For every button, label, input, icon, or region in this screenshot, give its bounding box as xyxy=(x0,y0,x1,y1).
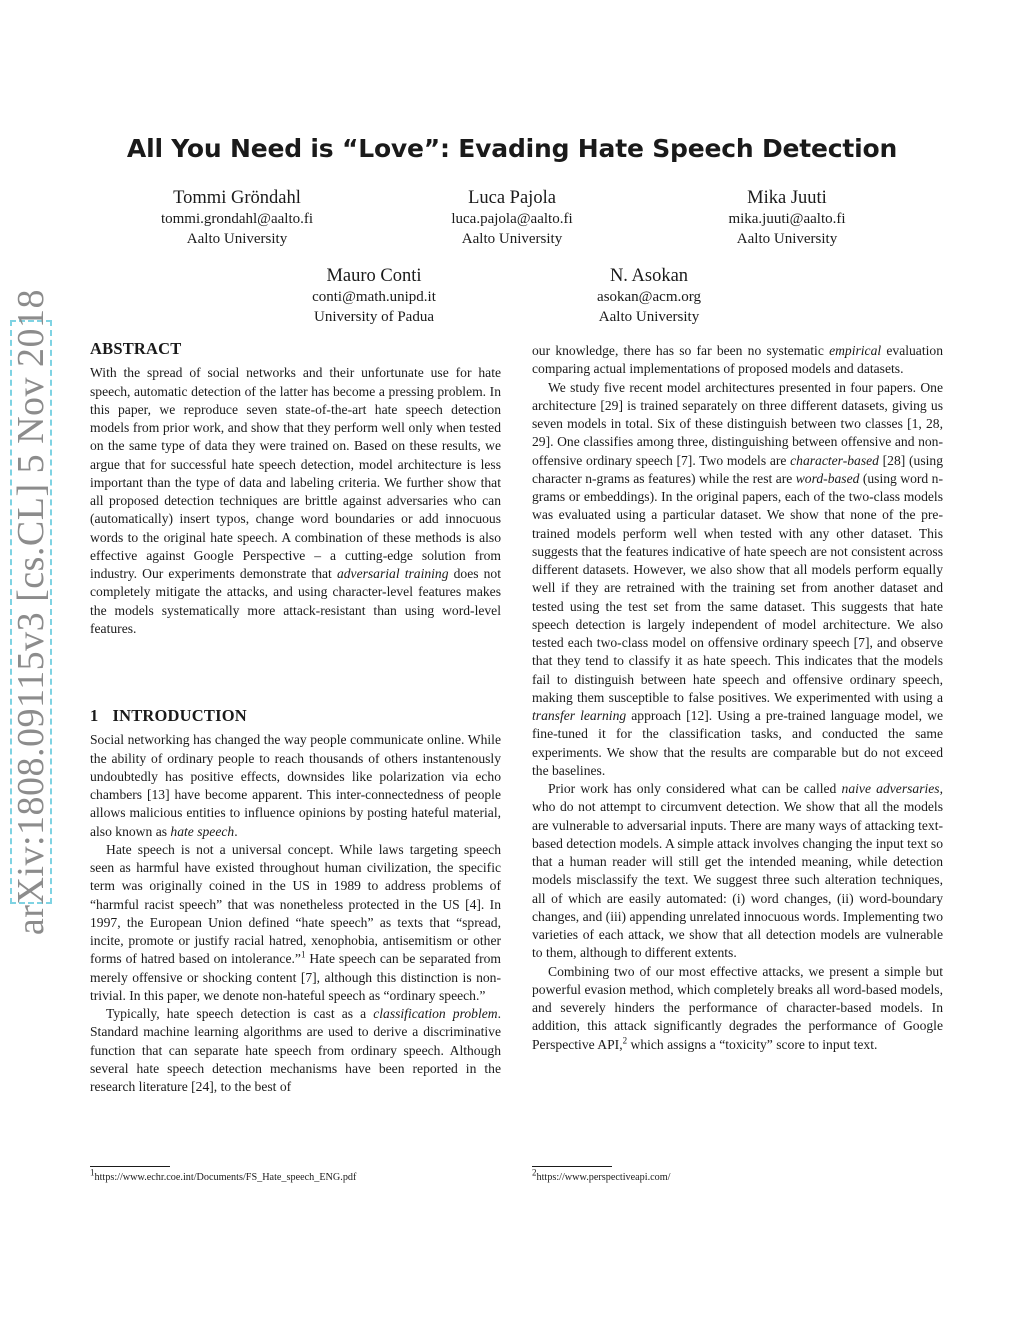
footnote-rule xyxy=(90,1166,170,1167)
footnote-rule xyxy=(532,1166,612,1167)
footnote-ref[interactable]: 1 xyxy=(300,949,306,960)
section-number: 1 xyxy=(90,706,99,725)
author-affiliation: Aalto University xyxy=(186,231,288,247)
footnote-link[interactable]: https://www.perspectiveapi.com/ xyxy=(536,1172,671,1183)
author-email: luca.pajola@aalto.fi xyxy=(451,211,573,227)
right-column xyxy=(532,342,943,1054)
paper-title: All You Need is “Love”: Evading Hate Speech Detection xyxy=(126,134,898,163)
footnote-2: $^2$https://www.perspectiveapi.com/ xyxy=(532,1167,671,1183)
section-heading xyxy=(90,707,501,725)
footnote-ref[interactable]: 2 xyxy=(622,1034,628,1045)
paragraph: Hate speech is not a universal concept. While laws targeting speech seen as harmful have existed throughout human civilization, the specific term was originally coined in the US in 1989 to address problems of “harmful racist speech” that was nonetheless protected in the US [4]. In 1997, the European Union defined “hate speech” as texts that “spread, incite, promote or justify racial hatred, xenophobia, antisemitism or other forms of hatred based on intolerance.”$^1$ Hate speech can be separated from merely offensive or shocking content [7], although this distinction is non-trivial. In this paper, we denote non-hateful speech as “ordinary speech.” xyxy=(90,841,501,1003)
paragraph: Social networking has changed the way people communicate online. While the ability of ordinary people to reach thousands of others instantenously undoubtedly has positive effects, downsides like polarization via echo chambers [13] have become apparent. This inter-connectedness of people allows malicious entities to influence opinions by posting hateful material, also known as hate speech. xyxy=(90,732,501,839)
abstract-heading: ABSTRACT xyxy=(90,339,182,358)
paragraph: Combining two of our most effective attacks, we present a simple but powerful evasion method, which completely breaks all word-based models, and severely hinders the performance of character-based models. In addition, this attack significantly degrades the performance of Google Perspective API,$^2$ which assigns a “toxicity” score to input text. xyxy=(532,963,943,1052)
footnote-1: $^1$https://www.echr.coe.int/Documents/FS_Hate_speech_ENG.pdf xyxy=(90,1167,357,1183)
author-block xyxy=(137,187,337,249)
author-email: mika.juuti@aalto.fi xyxy=(728,211,846,227)
author-affiliation: Aalto University xyxy=(598,309,700,325)
paragraph: We study five recent model architectures presented in four papers. One architecture [29] is trained separately on three different datasets, giving us seven models in total. Six of these distinguish between two classes [1, 28, 29]. One classifies among three, distinguishing between offensive and non-offensive ordinary speech [7]. Two models are character-based [28] (using character n-grams as features) while the rest are word-based (using word n-grams or embeddings). In the original papers, each of the two-class models was evaluated using a particular dataset. We show that none of the pre-trained models perform well when tested with any other dataset. This suggests that the features indicative of hate speech are not consistent across different datasets. However, we also show that all models perform equally well if they are retrained with the training set from another dataset and tested using the test set from the same dataset. This suggests that hate speech detection is largely independent of model architecture. We also tested each two-class model on offensive ordinary speech [7], and observe that they tend to classify it as hate speech. This indicates that the models fail to distinguish between hate speech and offensive ordinary speech, making them susceptible to false positives. We experimented with using a transfer learning approach [12]. Using a pre-trained language model, we fine-tuned it for the classification tasks, and conducted the same experiments. We show that the results are comparable but do not exceed the baselines. xyxy=(532,379,943,778)
author-affiliation: Aalto University xyxy=(461,231,563,247)
author-email: asokan@acm.org xyxy=(597,289,701,305)
paragraph: Prior work has only considered what can be called naive adversaries, who do not attempt to circumvent detection. We show that all the models are vulnerable to adversarial inputs. There are many ways of attacking text-based detection models. A simple attack involves changing the input text so that a human reader will still get the intended meaning, while detection models misclassify the text. We suggest three such alteration techniques, all of which are easily automated: (i) word changes, (ii) word-boundary changes, and (iii) appending unrelated innocuous words. Implementing two varieties of each attack, we show that all detection models are vulnerable to them, although to different extents. xyxy=(532,781,944,961)
author-email: tommi.grondahl@aalto.fi xyxy=(160,211,314,227)
author-block xyxy=(274,265,474,327)
author-name: Mika Juuti xyxy=(747,188,827,208)
author-name: Luca Pajola xyxy=(468,188,556,208)
author-name: N. Asokan xyxy=(609,266,689,286)
paragraph: Typically, hate speech detection is cast as a classification problem. Standard machine learning algorithms are used to derive a discriminative function that can separate hate speech from ordinary speech. Although several hate speech detection mechanisms have been reported in the research literature [24], to the best of xyxy=(90,1006,501,1094)
paragraph: our knowledge, there has so far been no systematic empirical evaluation comparing actual implementations of proposed models and datasets. xyxy=(532,343,943,377)
footnote-link[interactable]: https://www.echr.coe.int/Documents/FS_Hate_speech_ENG.pdf xyxy=(94,1172,357,1183)
author-affiliation: University of Padua xyxy=(314,309,434,325)
author-block xyxy=(412,187,612,249)
author-name: Mauro Conti xyxy=(326,266,422,286)
author-block xyxy=(687,187,887,249)
arxiv-stamp[interactable]: arXiv:1808.09115v3 [cs.CL] 5 Nov 2018 xyxy=(10,288,52,936)
introduction-section xyxy=(90,707,501,1096)
author-block xyxy=(549,265,749,327)
section-title: INTRODUCTION xyxy=(112,706,247,725)
abstract-text: With the spread of social networks and their unfortunate use for hate speech, automatic detection of the latter has become a pressing problem. In this paper, we reproduce seven state-of-the-art hate speech detection models from prior work, and show that they perform well only when tested on the same type of data they were trained on. Based on these results, we argue that for successful hate speech detection, model architecture is less important than the type of data and labeling criteria. We further show that all proposed detection techniques are brittle against adversaries who can (automatically) insert typos, change word boundaries or add innocuous words to the original hate speech. A combination of these methods is also effective against Google Perspective – a cutting-edge solution from industry. Our experiments demonstrate that adversarial training does not completely mitigate the attacks, and using character-level features makes the models systematically more attack-resistant than using word-level features. xyxy=(90,365,502,636)
author-name: Tommi Gröndahl xyxy=(173,188,301,208)
author-email: conti@math.unipd.it xyxy=(312,289,436,305)
left-column xyxy=(90,340,501,638)
author-affiliation: Aalto University xyxy=(736,231,838,247)
